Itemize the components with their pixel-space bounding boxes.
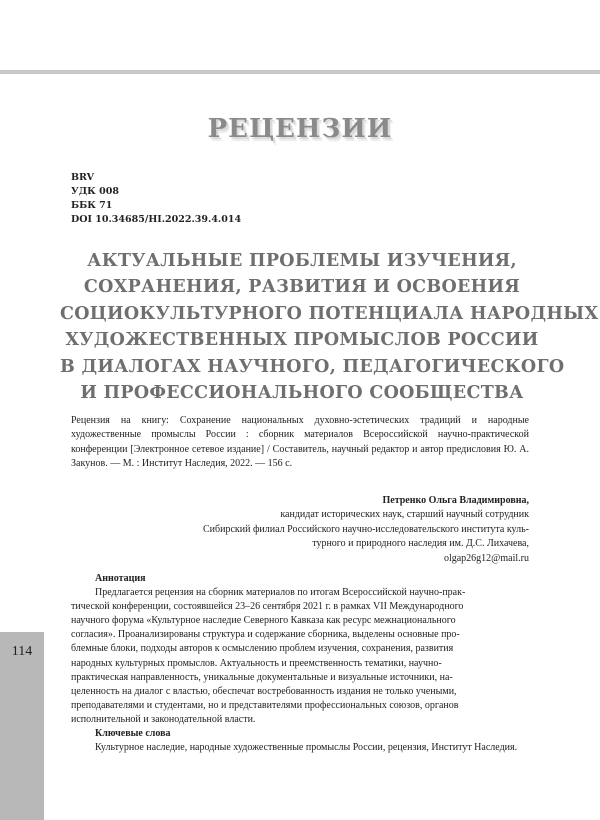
abstract-heading: Аннотация <box>95 573 146 584</box>
page-number-tab <box>0 632 44 820</box>
page-number: 114 <box>11 644 33 659</box>
author-block <box>129 494 529 566</box>
keywords-heading: Ключевые слова <box>95 728 171 740</box>
author-affiliation-cont: турного и природного наследия им. Д.С. Лихачева, <box>312 538 529 550</box>
article-title <box>60 248 599 406</box>
author-affiliation: Сибирский филиал Российского научно-исследовательского института куль- <box>202 523 529 535</box>
udk-code: УДК 008 <box>71 186 119 197</box>
title-line: В ДИАЛОГАХ НАУЧНОГО, ПЕДАГОГИЧЕСКОГО <box>60 356 565 377</box>
title-line: И ПРОФЕССИОНАЛЬНОГО СООБЩЕСТВА <box>80 383 524 404</box>
brv-code: BRV <box>71 172 94 183</box>
title-line: ХУДОЖЕСТВЕННЫХ ПРОМЫСЛОВ РОССИИ <box>65 330 539 351</box>
section-heading: РЕЦЕНЗИИ <box>207 114 393 144</box>
title-line: АКТУАЛЬНЫЕ ПРОБЛЕМЫ ИЗУЧЕНИЯ, <box>87 251 517 271</box>
author-email[interactable]: olgap26g12@mail.ru <box>443 552 529 564</box>
abstract-line: согласия». Проанализированы структура и содержание сборника, выделены основные про- <box>71 629 460 641</box>
author-name: Петренко Ольга Владимировна, <box>382 495 529 506</box>
abstract-line: народных культурных промыслов. Актуальность и преемственность тематики, научно- <box>71 657 442 669</box>
title-line: СОХРАНЕНИЯ, РАЗВИТИЯ И ОСВОЕНИЯ <box>83 277 521 298</box>
keywords-text: Культурное наследие, народные художественные промыслы России, рецензия, Институт Наследия. <box>95 742 518 754</box>
abstract-line: преподавателями и студентами, но и представителями профессиональных союзов, органов <box>71 699 459 711</box>
abstract-line: научного форума «Культурное наследие Северного Кавказа как ресурс межнационального <box>71 615 456 627</box>
abstract-section <box>71 572 529 755</box>
abstract-line: исполнительной и законодательной власти. <box>71 713 256 725</box>
abstract-text <box>71 586 529 727</box>
abstract-line: тической конференции, состоявшейся 23–26 сентября 2021 г. в рамках VII Международного <box>71 601 464 613</box>
bbk-code: ББК 71 <box>71 200 113 211</box>
abstract-line: практическая направленность, уникальные документальные и визуальные источники, на- <box>71 671 453 683</box>
abstract-line: блемные блоки, подходы авторов к осмыслению проблем изучения, сохранения, развития <box>71 643 454 655</box>
top-rule <box>0 70 600 74</box>
title-line: СОЦИОКУЛЬТУРНОГО ПОТЕНЦИАЛА НАРОДНЫХ <box>60 303 599 324</box>
abstract-line: целенность на диалог с властью, обеспечат востребованность издания не только учеными, <box>71 685 457 697</box>
bibliographic-codes <box>71 171 241 227</box>
author-degree: кандидат исторических наук, старший научный сотрудник <box>280 509 529 521</box>
review-citation: Рецензия на книгу: Сохранение национальных духовно-эстетических традиций и народные художественные промыслы России : сборник материалов Всероссийской научно-практической конференции [Электронное сетевое издание] / Составитель, научный редактор и автор предисловия Ю. А. Закунов. — М. : Институт Наследия, 2022. — 156 с. <box>71 415 529 470</box>
abstract-line: Предлагается рецензия на сборник материалов по итогам Всероссийской научно-прак- <box>95 587 466 599</box>
doi-code[interactable]: DOI 10.34685/HI.2022.39.4.014 <box>71 214 242 225</box>
